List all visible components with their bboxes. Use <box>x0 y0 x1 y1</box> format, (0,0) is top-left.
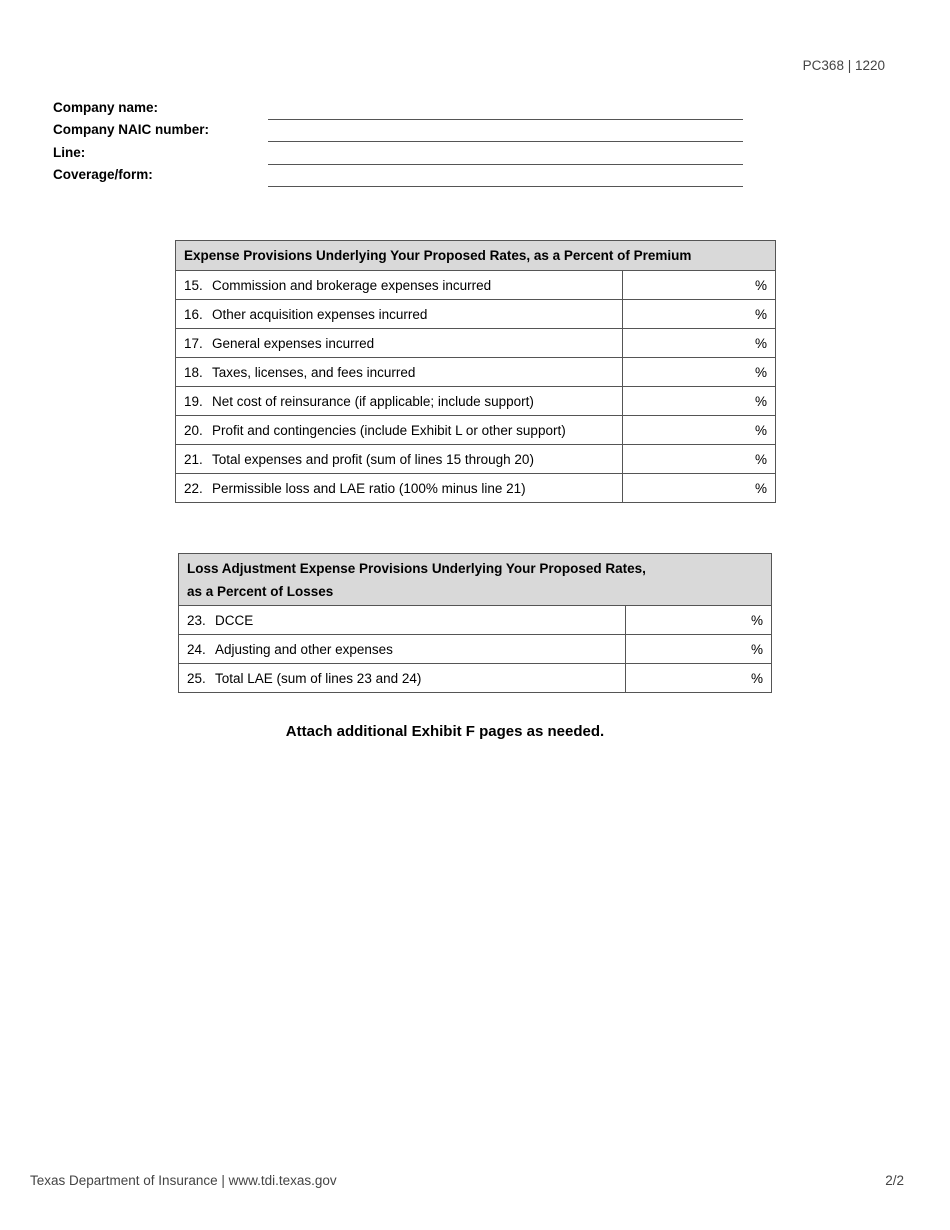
expense-table-title: Expense Provisions Underlying Your Proposed Rates, as a Percent of Premium <box>176 241 776 271</box>
table-row <box>176 387 776 416</box>
percent-cell[interactable] <box>626 664 772 693</box>
row-label <box>176 387 623 416</box>
row-text: Total LAE (sum of lines 23 and 24) <box>215 670 422 686</box>
percent-unit: % <box>754 364 767 380</box>
table-row <box>176 300 776 329</box>
percent-cell[interactable] <box>626 606 772 635</box>
row-label <box>176 271 623 300</box>
table-row <box>179 606 772 635</box>
percent-unit: % <box>754 277 767 293</box>
line-field[interactable] <box>268 144 743 165</box>
table-row <box>176 329 776 358</box>
expense-provisions-table <box>175 240 776 503</box>
row-number: 21. <box>184 451 203 467</box>
naic-number-field[interactable] <box>268 121 743 142</box>
percent-input[interactable] <box>641 335 755 352</box>
percent-cell[interactable] <box>623 387 776 416</box>
naic-number-row <box>53 118 743 141</box>
row-label <box>179 606 626 635</box>
percent-input[interactable] <box>637 670 751 687</box>
row-text: Profit and contingencies (include Exhibit L or other support) <box>212 422 566 438</box>
percent-input[interactable] <box>641 364 755 381</box>
row-text: Taxes, licenses, and fees incurred <box>212 364 416 380</box>
percent-unit: % <box>750 641 763 657</box>
company-fields <box>53 95 743 185</box>
line-label: Line: <box>53 144 86 160</box>
percent-cell[interactable] <box>626 635 772 664</box>
row-number: 20. <box>184 422 203 438</box>
row-number: 22. <box>184 480 203 496</box>
row-label <box>179 664 626 693</box>
row-number: 25. <box>187 670 206 686</box>
row-number: 18. <box>184 364 203 380</box>
row-label <box>176 329 623 358</box>
row-number: 17. <box>184 335 203 351</box>
percent-input[interactable] <box>641 451 755 468</box>
percent-unit: % <box>754 335 767 351</box>
percent-unit: % <box>754 451 767 467</box>
row-text: General expenses incurred <box>212 335 375 351</box>
row-text: Net cost of reinsurance (if applicable; include support) <box>212 393 534 409</box>
company-name-label: Company name: <box>53 99 159 115</box>
percent-unit: % <box>754 422 767 438</box>
row-text: Other acquisition expenses incurred <box>212 306 428 322</box>
row-number: 19. <box>184 393 203 409</box>
percent-cell[interactable] <box>623 416 776 445</box>
percent-input[interactable] <box>641 393 755 410</box>
table-row <box>176 271 776 300</box>
percent-unit: % <box>754 480 767 496</box>
table-row <box>179 664 772 693</box>
row-label <box>176 474 623 503</box>
percent-input[interactable] <box>637 612 751 629</box>
row-label <box>176 445 623 474</box>
percent-input[interactable] <box>641 480 755 497</box>
percent-input[interactable] <box>641 277 755 294</box>
row-text: Total expenses and profit (sum of lines 15 through 20) <box>212 451 534 467</box>
percent-cell[interactable] <box>623 358 776 387</box>
table-row <box>176 474 776 503</box>
naic-number-label: Company NAIC number: <box>53 122 210 137</box>
table-row <box>176 358 776 387</box>
coverage-form-label: Coverage/form: <box>53 167 153 182</box>
page-number: 2/2 <box>885 1173 904 1188</box>
row-label <box>176 300 623 329</box>
percent-input[interactable] <box>641 306 755 323</box>
lae-table-title <box>179 554 772 606</box>
row-text: Adjusting and other expenses <box>215 641 393 657</box>
percent-unit: % <box>754 393 767 409</box>
attach-note: Attach additional Exhibit F pages as needed. <box>285 723 605 740</box>
coverage-form-field[interactable] <box>268 166 743 187</box>
lae-provisions-table <box>178 553 772 693</box>
row-number: 24. <box>187 641 206 657</box>
table-row <box>176 416 776 445</box>
percent-cell[interactable] <box>623 300 776 329</box>
row-label <box>179 635 626 664</box>
table-row <box>176 445 776 474</box>
table-row <box>179 635 772 664</box>
row-label <box>176 416 623 445</box>
row-label <box>176 358 623 387</box>
form-code: PC368 | 1220 <box>802 58 885 73</box>
percent-cell[interactable] <box>623 271 776 300</box>
lae-title-line-1: Loss Adjustment Expense Provisions Underlying Your Proposed Rates, <box>187 560 646 576</box>
percent-cell[interactable] <box>623 329 776 358</box>
percent-input[interactable] <box>641 422 755 439</box>
coverage-form-row <box>53 163 743 186</box>
line-row <box>53 140 743 163</box>
row-number: 16. <box>184 306 203 322</box>
percent-input[interactable] <box>637 641 751 658</box>
percent-unit: % <box>754 306 767 322</box>
row-text: Commission and brokerage expenses incurred <box>212 277 492 293</box>
row-number: 23. <box>187 612 206 628</box>
row-text: Permissible loss and LAE ratio (100% minus line 21) <box>212 480 526 496</box>
row-number: 15. <box>184 277 203 293</box>
row-text: DCCE <box>215 612 254 628</box>
percent-cell[interactable] <box>623 445 776 474</box>
footer-agency: Texas Department of Insurance | www.tdi.texas.gov <box>30 1173 337 1188</box>
company-name-row <box>53 95 743 118</box>
company-name-field[interactable] <box>268 99 743 120</box>
percent-unit: % <box>750 612 763 628</box>
percent-unit: % <box>750 670 763 686</box>
percent-cell[interactable] <box>623 474 776 503</box>
lae-title-line-2: as a Percent of Losses <box>187 583 334 599</box>
